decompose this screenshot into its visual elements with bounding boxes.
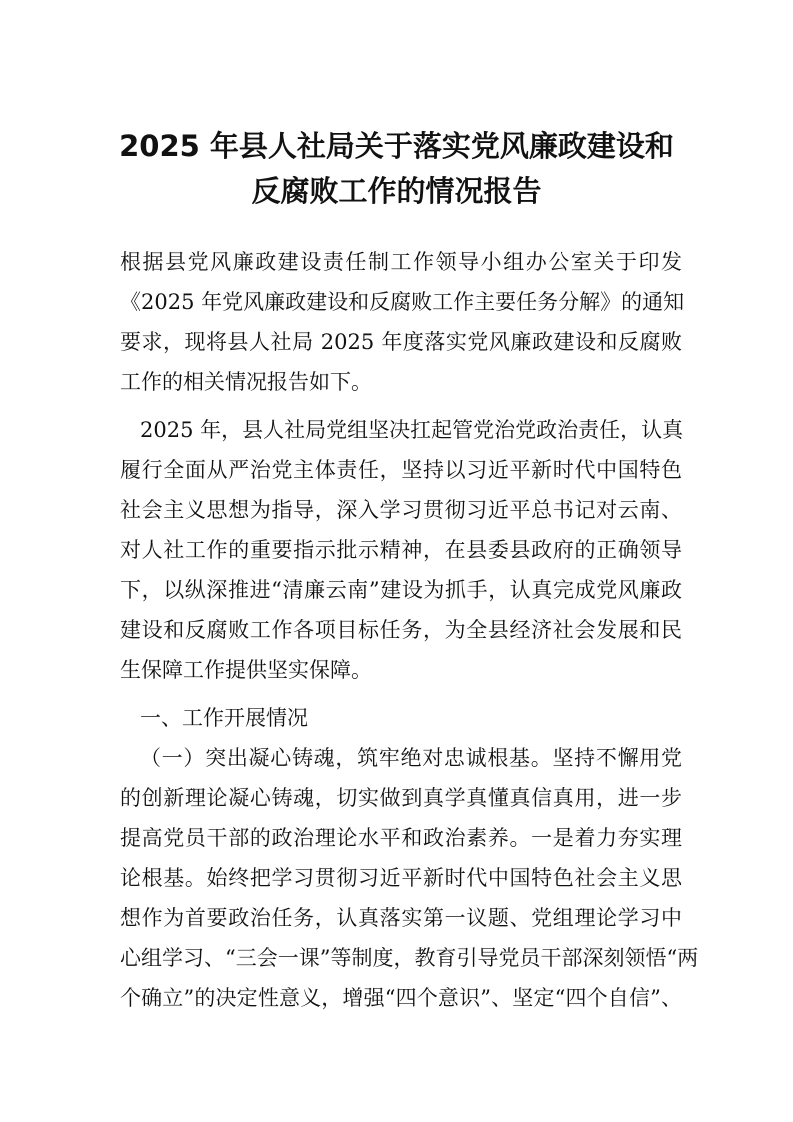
text-line: 要求，现将县人社局 2025 年度落实党风廉政建设和反腐败 [120, 330, 682, 354]
text-line: 论根基。始终把学习贯彻习近平新时代中国特色社会主义思 [120, 866, 682, 890]
text-line: 想作为首要政治任务，认真落实第一议题、党组理论学习中 [120, 906, 682, 930]
text-line: 提高党员干部的政治理论水平和政治素养。一是着力夯实理 [120, 826, 682, 850]
text-line: 工作的相关情况报告如下。 [120, 370, 372, 394]
document-body [120, 242, 699, 1026]
section-heading-text: 一、工作开展情况 [140, 706, 308, 730]
text-line: 心组学习、“三会一课”等制度，教育引导党员干部深刻领悟“两 [120, 946, 699, 970]
paragraph-summary [120, 410, 682, 690]
text-line: 履行全面从严治党主体责任，坚持以习近平新时代中国特色 [120, 458, 682, 482]
text-line: 下，以纵深推进“清廉云南”建设为抓手，认真完成党风廉政 [120, 578, 682, 602]
text-line: 2025 年，县人社局党组坚决扛起管党治党政治责任，认真 [140, 418, 684, 442]
text-line: 社会主义思想为指导，深入学习贯彻习近平总书记对云南、 [120, 498, 682, 522]
paragraph-section-1 [120, 738, 699, 1018]
text-line: 对人社工作的重要指示批示精神，在县委县政府的正确领导 [120, 538, 682, 562]
text-line: 建设和反腐败工作各项目标任务，为全县经济社会发展和民 [120, 618, 682, 642]
text-line: （一）突出凝心铸魂，筑牢绝对忠诚根基。坚持不懈用党 [140, 746, 682, 770]
text-line: 根据县党风廉政建设责任制工作领导小组办公室关于印发 [120, 250, 682, 274]
text-line: 个确立”的决定性意义，增强“四个意识”、坚定“四个自信”、 [120, 986, 682, 1010]
document-title-line-1: 2025 年县人社局关于落实党风廉政建设和 [119, 129, 674, 163]
paragraph-intro [120, 242, 685, 402]
text-line: 的创新理论凝心铸魂，切实做到真学真懂真信真用，进一步 [120, 786, 682, 810]
section-heading [120, 698, 682, 738]
text-line: 《2025 年党风廉政建设和反腐败工作主要任务分解》的通知 [120, 290, 685, 314]
document-title-line-2: 反腐败工作的情况报告 [251, 174, 542, 208]
text-line: 生保障工作提供坚实保障。 [120, 658, 372, 682]
